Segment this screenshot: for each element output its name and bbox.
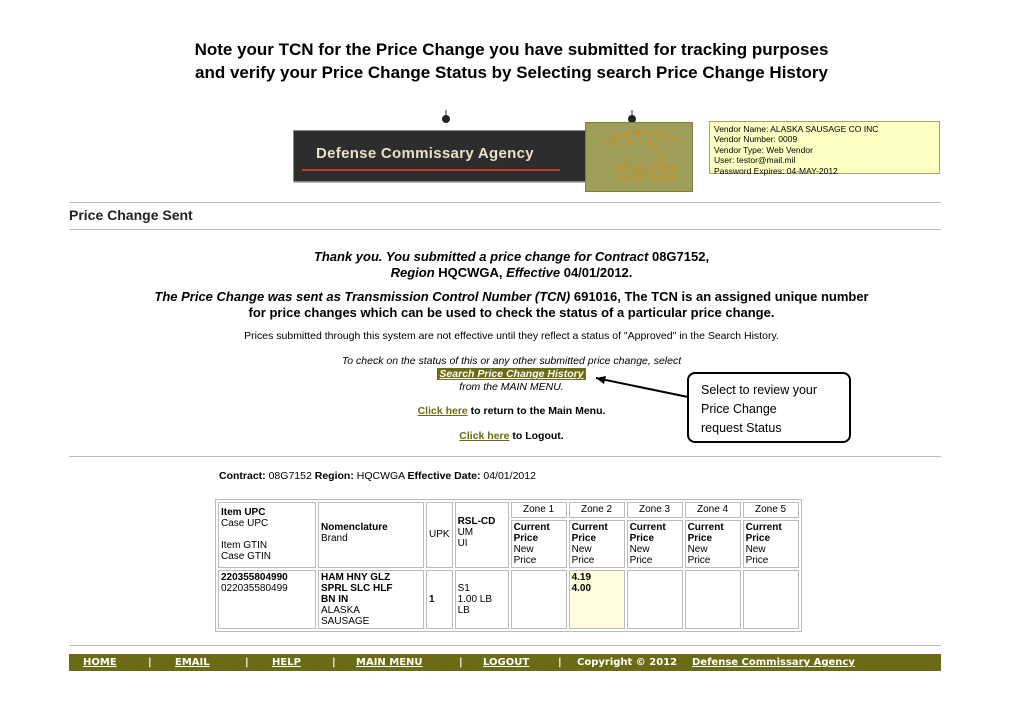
agency-name-plate [293,130,587,182]
prices-note: Prices submitted through this system are not effective until they reflect a status of "Approved" in the Search History. [244,330,779,342]
header-item-upc: Item UPC [221,507,266,518]
table-row [218,570,799,629]
price-label: Price [629,533,655,544]
summary-contract: 08G7152 [268,470,312,482]
cell-nomenclature [318,570,424,629]
zone-3-price-header [627,520,683,568]
footer-nav [69,654,941,671]
tcn-value: 691016, The TCN is an assigned unique number [570,289,869,304]
divider [69,202,941,203]
zone-3-header: Zone 3 [627,502,683,518]
current-label: Current [629,522,666,533]
new-label: New [745,544,766,555]
callout-text-2: Price Change [701,402,777,416]
summary-effective: 04/01/2012 [483,470,536,482]
col-upk [426,502,453,568]
current-label: Current [571,522,608,533]
page-title-line-2: and verify your Price Change Status by Selecting search Price Change History [195,63,828,82]
header-upk: UPK [429,529,450,540]
case-upc-value: 022035580499 [221,583,288,594]
logo-text: deca [616,156,679,186]
cell-zone-2 [569,570,625,629]
footer-separator: | [558,657,562,668]
region-value: HQCWGA, [434,265,503,280]
brand-line-1: ALASKA [321,605,360,616]
summary-contract-label: Contract: [219,470,266,482]
footer-main-menu-link[interactable]: MAIN MENU [356,657,423,668]
page-title [0,38,1023,84]
divider [69,645,941,646]
divider [69,229,941,230]
new-label: New [571,544,592,555]
header-case-upc: Case UPC [221,518,269,529]
ui-value: LB [457,605,470,616]
current-label: Current [687,522,724,533]
nomenclature-line-3: BN IN [321,594,349,605]
cell-upc [218,570,316,629]
item-upc-value: 220355804990 [221,572,288,583]
zone-2-header: Zone 2 [569,502,625,518]
price-label: Price [745,555,769,566]
agency-name: Defense Commissary Agency [316,145,534,162]
check-status-message [0,355,1023,443]
header-ui: UI [457,538,468,549]
zone-4-price-header [685,520,741,568]
footer-separator: | [245,657,249,668]
col-rsl [455,502,509,568]
agency-underline [302,169,560,171]
price-label: Price [687,555,711,566]
footer-separator: | [332,657,336,668]
price-label: Price [571,533,597,544]
zone-2-current-price: 4.19 [571,572,592,583]
upk-value: 1 [429,594,435,605]
summary-effective-label: Effective Date: [407,470,481,482]
logout-text: to Logout. [509,430,564,442]
footer-separator: | [459,657,463,668]
vendor-name: Vendor Name: ALASKA SAUSAGE CO INC [714,124,879,134]
price-label: Price [629,555,653,566]
contract-value: 08G7152, [648,249,710,264]
price-label: Price [513,533,539,544]
header-um: UM [457,527,474,538]
table-header-row [218,502,799,518]
cell-zone-4 [685,570,741,629]
section-title: Price Change Sent [69,207,193,223]
header-rsl-cd: RSL-CD [457,516,496,527]
check-status-text: To check on the status of this or any other submitted price change, select [341,355,682,367]
cell-zone-5 [743,570,799,629]
effective-label: Effective [502,265,561,280]
thank-you-message [0,249,1023,281]
header-item-gtin: Item GTIN [221,540,268,551]
zone-4-header: Zone 4 [685,502,741,518]
new-label: New [629,544,650,555]
logout-link[interactable]: Click here [459,430,510,442]
footer-logout-link[interactable]: LOGOUT [483,657,530,668]
return-main-menu-link[interactable]: Click here [417,405,468,417]
price-label: Price [571,555,595,566]
agency-banner [293,120,693,192]
return-main-menu-text: to return to the Main Menu. [467,405,606,417]
cell-rsl [455,570,509,629]
header-case-gtin: Case GTIN [221,551,272,562]
footer-help-link[interactable]: HELP [272,657,301,668]
footer-copyright: Copyright © 2012 [577,657,678,668]
tcn-text: The Price Change was sent as Transmission Control Number (TCN) [154,289,571,304]
summary-region: HQCWGA [356,470,405,482]
nomenclature-line-2: SPRL SLC HLF [321,583,393,594]
cell-zone-3 [627,570,683,629]
region-label: Region [390,265,435,280]
vendor-type: Vendor Type: Web Vendor [714,144,813,155]
search-price-change-history-link[interactable]: Search Price Change History [439,368,584,380]
contract-summary [219,470,536,482]
header-brand: Brand [321,533,348,544]
deca-logo [585,122,693,192]
zone-1-price-header [511,520,567,568]
nomenclature-line-1: HAM HNY GLZ [321,572,391,583]
footer-agency-link[interactable]: Defense Commissary Agency [692,657,855,668]
um-value: 1.00 LB [457,594,493,605]
footer-home-link[interactable]: HOME [83,657,117,668]
callout-text-3: request Status [701,421,782,435]
current-label: Current [745,522,782,533]
page-title-line-1: Note your TCN for the Price Change you have submitted for tracking purposes [194,40,829,59]
price-label: Price [745,533,771,544]
vendor-user: User: testor@mail.mil [714,155,796,166]
new-label: New [687,544,708,555]
cell-zone-1 [511,570,567,629]
rsl-value: S1 [457,583,470,594]
new-label: New [513,544,534,555]
cell-upk [426,570,453,629]
zone-1-header: Zone 1 [511,502,567,518]
zone-5-price-header [743,520,799,568]
pushpin-icon [441,110,451,124]
vendor-info-box [709,121,940,174]
col-item-upc [218,502,316,568]
summary-region-label: Region: [314,470,354,482]
footer-separator: | [148,657,152,668]
password-expires: Password Expires: 04-MAY-2012 [714,165,838,176]
brand-line-2: SAUSAGE [321,616,370,627]
zone-2-new-price: 4.00 [571,583,592,594]
current-label: Current [513,522,550,533]
price-change-table [215,499,802,632]
divider [69,456,941,457]
tcn-message [0,289,1023,321]
callout-text-1: Select to review your [701,383,818,397]
price-label: Price [687,533,713,544]
zone-2-price-header [569,520,625,568]
effective-value: 04/01/2012. [560,265,633,280]
header-nomenclature: Nomenclature [321,522,388,533]
footer-email-link[interactable]: EMAIL [175,657,210,668]
price-label: Price [513,555,537,566]
vendor-number: Vendor Number: 0009 [714,134,798,145]
tcn-text-2: for price changes which can be used to check the status of a particular price change. [248,305,775,320]
zone-5-header: Zone 5 [743,502,799,518]
callout-box [687,372,851,443]
col-nomenclature [318,502,424,568]
from-main-menu-text: from the MAIN MENU. [459,381,564,393]
thank-you-text: Thank you. You submitted a price change for Contract [313,249,649,264]
